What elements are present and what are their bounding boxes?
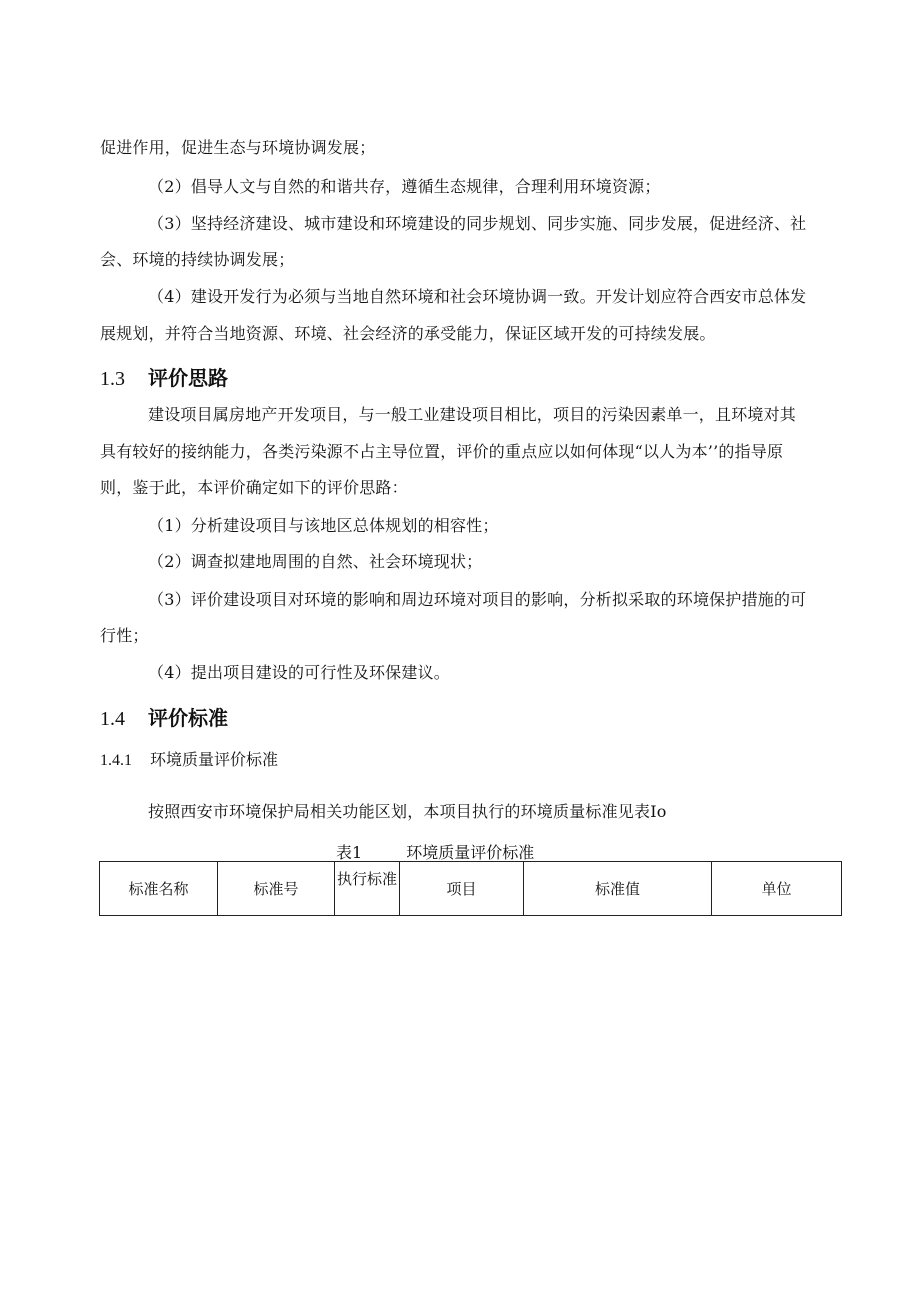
table-header-cell: 单位 [712,862,842,916]
standards-table [99,861,842,916]
list-item: （2）调查拟建地周围的自然、社会环境现状； [148,552,483,571]
table-caption [336,843,534,863]
table-header-cell: 标准号 [218,862,335,916]
table-caption-title: 环境质量评价标准 [406,843,535,862]
subsection-heading-1-4-1 [100,750,278,771]
paragraph-line: 促进作用，促进生态与环境协调发展； [100,138,376,157]
paragraph-line: （4）建设开发行为必须与当地自然环境和社会环境协调一致。开发计划应符合西安市总体发 [148,287,807,306]
table-header-cell: 标准名称 [100,862,218,916]
table-header-cell: 项目 [400,862,524,916]
paragraph-line: 具有较好的接纳能力，各类污染源不占主导位置，评价的重点应以如何体现“以人为本’’的指导原 [100,442,784,461]
list-item-continuation: 行性； [100,626,149,645]
section-heading-1-4 [100,706,228,731]
list-item: （4）提出项目建设的可行性及环保建议。 [148,663,450,682]
subsection-title: 环境质量评价标准 [150,750,279,769]
list-item: （3）评价建设项目对环境的影响和周边环境对项目的影响，分析拟采取的环境保护措施的可 [148,590,807,609]
table-header-row [100,862,842,916]
section-title: 评价标准 [148,706,228,730]
section-number: 1.3 [100,368,125,390]
table-caption-label: 表1 [336,843,363,862]
table-header-cell: 标准值 [524,862,712,916]
paragraph-line: 按照西安市环境保护局相关功能区划，本项目执行的环境质量标准见表Io [148,802,667,821]
list-item: （1）分析建设项目与该地区总体规划的相容性； [148,516,499,535]
paragraph-line: 会、环境的持续协调发展； [100,250,295,269]
section-heading-1-3 [100,366,228,391]
table-header-cell: 执行标准 [335,862,400,916]
paragraph-line: 建设项目属房地产开发项目，与一般工业建设项目相比，项目的污染因素单一，且环境对其 [148,405,797,424]
paragraph-line: （3）坚持经济建设、城市建设和环境建设的同步规划、同步实施、同步发展，促进经济、社 [148,214,807,233]
paragraph-line: 展规划，并符合当地资源、环境、社会经济的承受能力，保证区域开发的可持续发展。 [100,324,716,343]
subsection-number: 1.4.1 [100,752,132,769]
paragraph-line: 则，鉴于此，本评价确定如下的评价思路： [100,478,408,497]
section-number: 1.4 [100,708,125,730]
section-title: 评价思路 [148,366,228,390]
paragraph-line: （2）倡导人文与自然的和谐共存，遵循生态规律，合理利用环境资源； [148,177,661,196]
